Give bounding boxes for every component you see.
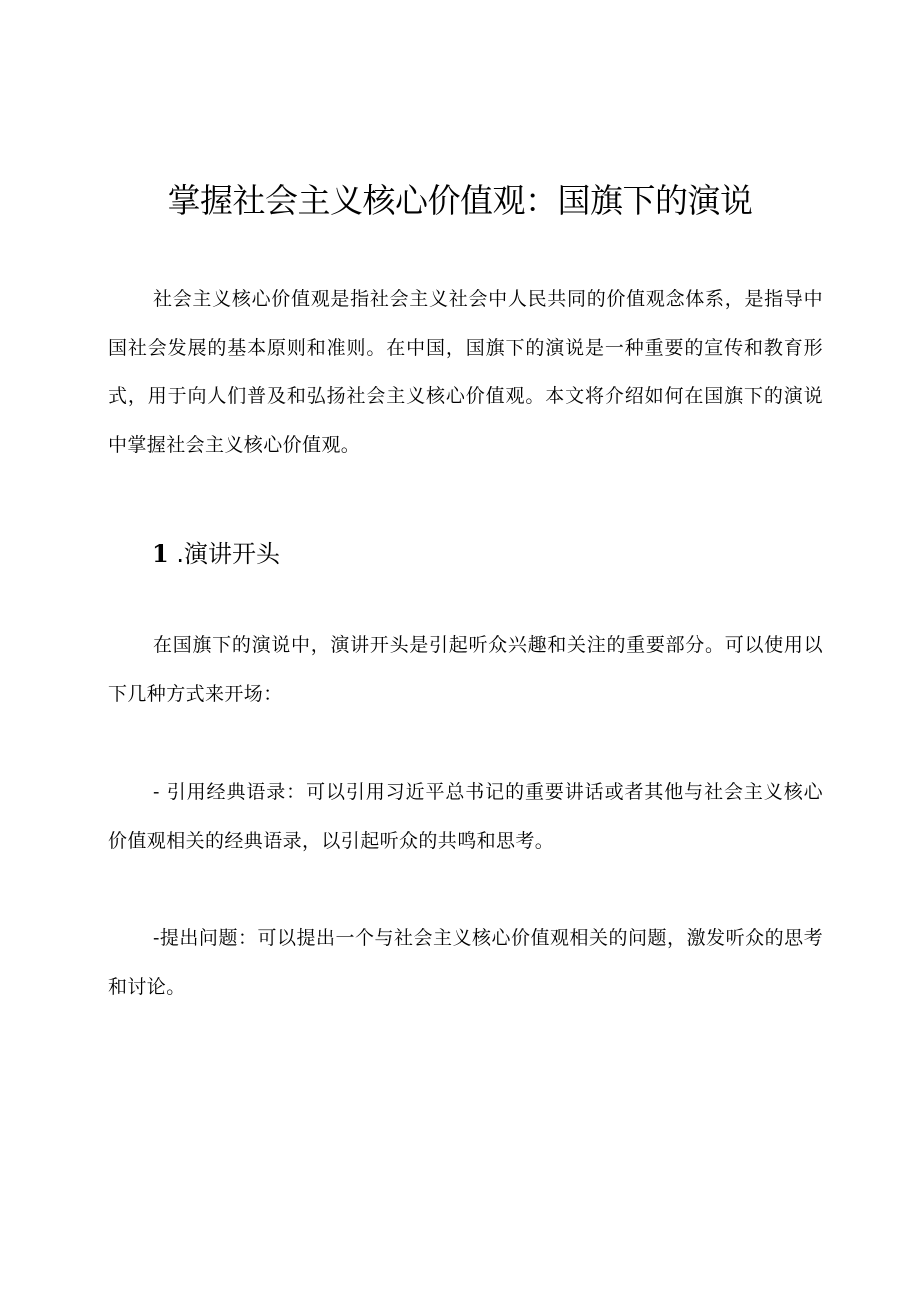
intro-paragraph: 社会主义核心价值观是指社会主义社会中人民共同的价值观念体系，是指导中国社会发展的基本原则和准则。在中国，国旗下的演说是一种重要的宣传和教育形式，用于向人们普及和弘扬社会主义核心价值观。本文将介绍如何在国旗下的演说中掌握社会主义核心价值观。 — [108, 288, 823, 456]
bullet-item-question: -提出问题：可以提出一个与社会主义核心价值观相关的问题，激发听众的思考和讨论。 — [108, 927, 823, 998]
section-heading — [152, 530, 280, 578]
section-number: 1 — [152, 539, 169, 568]
bullet-item-quote: - 引用经典语录：可以引用习近平总书记的重要讲话或者其他与社会主义核心价值观相关的经典语录，以引起听众的共鸣和思考。 — [108, 781, 823, 852]
document-title: 掌握社会主义核心价值观：国旗下的演说 — [167, 181, 753, 220]
section-paragraph: 在国旗下的演说中，演讲开头是引起听众兴趣和关注的重要部分。可以使用以下几种方式来开场： — [108, 634, 823, 705]
section-heading-text: .演讲开头 — [176, 540, 280, 568]
